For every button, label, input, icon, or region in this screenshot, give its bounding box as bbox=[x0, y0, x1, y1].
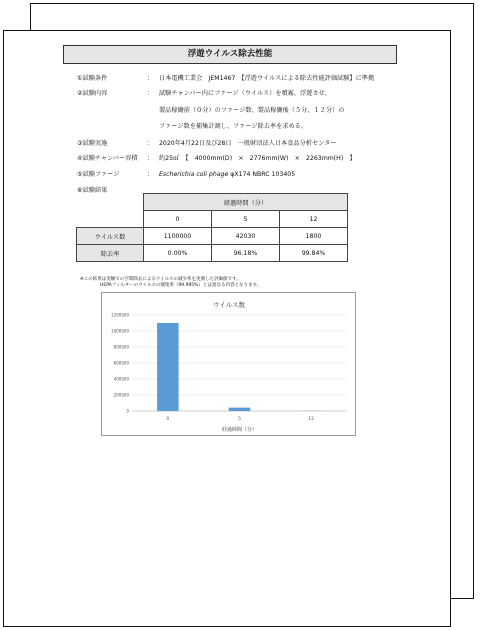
y-tick-label: 600000 bbox=[113, 360, 129, 366]
spec-value: 試験チャンバー内にファージ（ウイルス）を噴霧、浮遊させ、 bbox=[159, 90, 331, 97]
table-cell: 0.00% bbox=[144, 245, 212, 262]
table-cell: 1800 bbox=[280, 228, 348, 245]
spec-value bbox=[159, 170, 295, 180]
x-tick-label: 5 bbox=[238, 417, 241, 422]
column-header: 0 bbox=[144, 211, 212, 228]
spec-colon: ： bbox=[147, 90, 154, 97]
table-header-row bbox=[77, 211, 348, 228]
y-tick-label: 800000 bbox=[113, 344, 129, 350]
table-cell: 99.84% bbox=[280, 245, 348, 262]
spec-value-continuation: ファージ数を捕集計測し、ファージ除去率を求める。 bbox=[159, 123, 308, 130]
y-tick-label: 400000 bbox=[113, 376, 129, 382]
x-axis-label: 経過時間（分） bbox=[221, 427, 258, 433]
results-table bbox=[76, 193, 348, 262]
spec-label: ⑥試験結果 bbox=[77, 187, 108, 194]
elapsed-time-header: 経過時間（分） bbox=[144, 194, 348, 211]
spec-value: 2020年4月22日及び28日 一般財団法人日本食品分析センター bbox=[159, 140, 337, 147]
spec-label: ②試験内容 bbox=[77, 90, 108, 97]
y-tick-label: 0 bbox=[126, 408, 129, 414]
phage-strain: φX174 NBRC 103405 bbox=[230, 171, 296, 178]
spec-label: ①試験条件 bbox=[77, 75, 108, 82]
table-header-group-row bbox=[77, 194, 348, 211]
table-cell: 42030 bbox=[212, 228, 280, 245]
row-label: ウイルス数 bbox=[77, 228, 144, 245]
spec-value: 日本電機工業会 JEM1467 【浮遊ウイルスによる除去性能評価試験】に準拠 bbox=[159, 75, 375, 82]
column-header: 5 bbox=[212, 211, 280, 228]
table-note: ※この結果は実験での空間除去によるウイルスの減少率を実測した評価値です。 bbox=[80, 277, 241, 282]
spec-label: ③試験実施 bbox=[77, 140, 108, 147]
spec-label: ④試験チャンバー容積 bbox=[77, 155, 138, 162]
document-title: 浮遊ウイルス除去性能 bbox=[63, 45, 397, 64]
y-tick-label: 200000 bbox=[113, 392, 129, 398]
row-label: 除去率 bbox=[77, 245, 144, 262]
spec-value: 約25㎥ 【 4000mm(D) × 2776mm(W) × 2263mm(H) 】 bbox=[159, 155, 356, 162]
x-tick-label: 12 bbox=[308, 417, 315, 422]
chart-canvas bbox=[102, 293, 357, 437]
y-tick-label: 1000000 bbox=[111, 328, 129, 334]
column-header: 12 bbox=[280, 211, 348, 228]
spec-colon: ： bbox=[147, 75, 154, 82]
table-cell: 96.18% bbox=[212, 245, 280, 262]
table-note: HEPAフィルターのウイルスの捕集率（99.995%）とは異なる内容となります。 bbox=[100, 283, 262, 288]
table-corner bbox=[77, 211, 144, 228]
chart-title: ウイルス数 bbox=[212, 301, 246, 309]
table-corner bbox=[77, 194, 144, 211]
table-cell: 1100000 bbox=[144, 228, 212, 245]
virus-count-chart bbox=[101, 292, 356, 436]
spec-colon: ： bbox=[147, 171, 154, 178]
spec-label: ⑤試験ファージ bbox=[77, 171, 120, 178]
table-row bbox=[77, 245, 348, 262]
phage-species: Escherichia coli phage bbox=[159, 171, 229, 178]
table-row bbox=[77, 228, 348, 245]
spec-colon: ： bbox=[147, 140, 154, 147]
spec-value-continuation: 製品稼働前（０分）のファージ数、製品稼働後（５分、１２分）の bbox=[159, 107, 345, 114]
chart-bar bbox=[157, 323, 179, 411]
x-tick-label: 0 bbox=[166, 417, 170, 422]
spec-colon: ： bbox=[147, 155, 154, 162]
y-tick-label: 1200000 bbox=[111, 312, 129, 318]
chart-bar bbox=[229, 408, 251, 411]
